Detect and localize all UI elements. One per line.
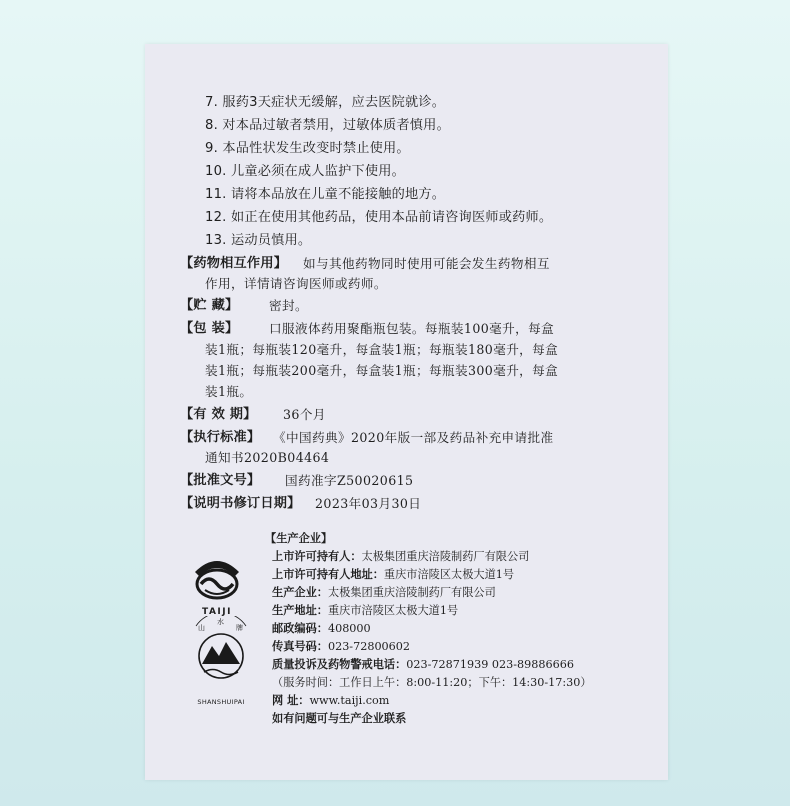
- approval-label: 【批准文号】: [180, 473, 261, 488]
- warning-item: 7. 服药3天症状无缓解，应去医院就诊。: [205, 95, 446, 110]
- manufacturer-row: [272, 675, 592, 691]
- package-label: 【包 装】: [180, 321, 239, 336]
- standard-label: 【执行标准】: [180, 430, 261, 445]
- interaction-text: 如与其他药物同时使用可能会发生药物相互: [303, 256, 550, 271]
- mfg-key: 生产地址：: [272, 604, 328, 617]
- instruction-leaflet: [145, 44, 668, 780]
- svg-text:山: 山: [198, 624, 205, 632]
- taiji-logo-text: TAIJI: [202, 607, 232, 617]
- warning-item: 11. 请将本品放在儿童不能接触的地方。: [205, 187, 446, 202]
- storage-label: 【贮 藏】: [180, 298, 239, 313]
- warning-item: 8. 对本品过敏者禁用，过敏体质者慎用。: [205, 118, 450, 133]
- mfg-value: 太极集团重庆涪陵制药厂有限公司: [327, 586, 496, 599]
- warning-item: 10. 儿童必须在成人监护下使用。: [205, 164, 406, 179]
- manufacturer-footer: 如有问题可与生产企业联系: [272, 712, 407, 725]
- mfg-value: 太极集团重庆涪陵制药厂有限公司: [361, 550, 530, 563]
- revision-label: 【说明书修订日期】: [180, 496, 301, 511]
- mfg-value: www.taiji.com: [309, 694, 390, 707]
- mfg-key: 传真号码：: [272, 640, 328, 653]
- revision-value: 2023年03月30日: [315, 496, 422, 511]
- warning-item: 12. 如正在使用其他药品，使用本品前请咨询医师或药师。: [205, 210, 553, 225]
- approval-value: 国药准字Z50020615: [285, 473, 414, 488]
- manufacturer-row: [272, 657, 574, 673]
- manufacturer-row: [272, 549, 529, 565]
- package-text: 装1瓶。: [205, 384, 253, 399]
- mfg-key: 上市许可持有人地址：: [272, 568, 384, 581]
- package-text: 装1瓶；每瓶装120毫升，每盒装1瓶；每瓶装180毫升，每盒: [205, 342, 559, 357]
- manufacturer-row: [272, 693, 389, 709]
- standard-text: 通知书2020B04464: [205, 450, 330, 465]
- svg-text:水: 水: [217, 618, 224, 626]
- mfg-value: 023-72871939 023-89886666: [406, 658, 574, 671]
- mfg-value: 重庆市涪陵区太极大道1号: [383, 568, 515, 581]
- standard-text: 《中国药典》2020年版一部及药品补充申请批准: [273, 430, 554, 445]
- interaction-label: 【药物相互作用】: [180, 256, 288, 271]
- mfg-key: 生产企业：: [272, 586, 328, 599]
- mfg-key: 邮政编码：: [272, 622, 328, 635]
- storage-value: 密封。: [269, 298, 308, 313]
- shanshuipai-logo-text: SHANSHUIPAI: [197, 698, 245, 706]
- validity-value: 36个月: [283, 407, 326, 422]
- mfg-value: 023-72800602: [327, 640, 411, 653]
- taiji-logo-icon: [191, 554, 243, 606]
- mfg-value: （服务时间：工作日上午：8:00-11:20；下午：14:30-17:30）: [272, 676, 592, 689]
- package-text: 口服液体药用聚酯瓶包装。每瓶装100毫升，每盒: [269, 321, 555, 336]
- warning-item: 9. 本品性状发生改变时禁止使用。: [205, 141, 410, 156]
- mfg-value: 重庆市涪陵区太极大道1号: [327, 604, 459, 617]
- manufacturer-row: [272, 567, 514, 583]
- mfg-key: 质量投诉及药物警戒电话：: [272, 658, 407, 671]
- manufacturer-row: [272, 639, 410, 655]
- svg-text:牌: 牌: [236, 624, 243, 632]
- mfg-key: 网 址：: [272, 694, 310, 707]
- package-text: 装1瓶；每瓶装200毫升，每盒装1瓶；每瓶装300毫升，每盒: [205, 363, 559, 378]
- manufacturer-heading: 【生产企业】: [265, 532, 333, 545]
- manufacturer-row: [272, 621, 371, 637]
- interaction-text: 作用，详情请咨询医师或药师。: [205, 276, 387, 291]
- manufacturer-row: [272, 585, 496, 601]
- mfg-value: 408000: [327, 622, 371, 635]
- shanshuipai-logo-icon: [186, 616, 256, 696]
- validity-label: 【有 效 期】: [180, 407, 257, 422]
- mfg-key: 上市许可持有人：: [272, 550, 362, 563]
- warning-item: 13. 运动员慎用。: [205, 233, 312, 248]
- manufacturer-row: [272, 603, 458, 619]
